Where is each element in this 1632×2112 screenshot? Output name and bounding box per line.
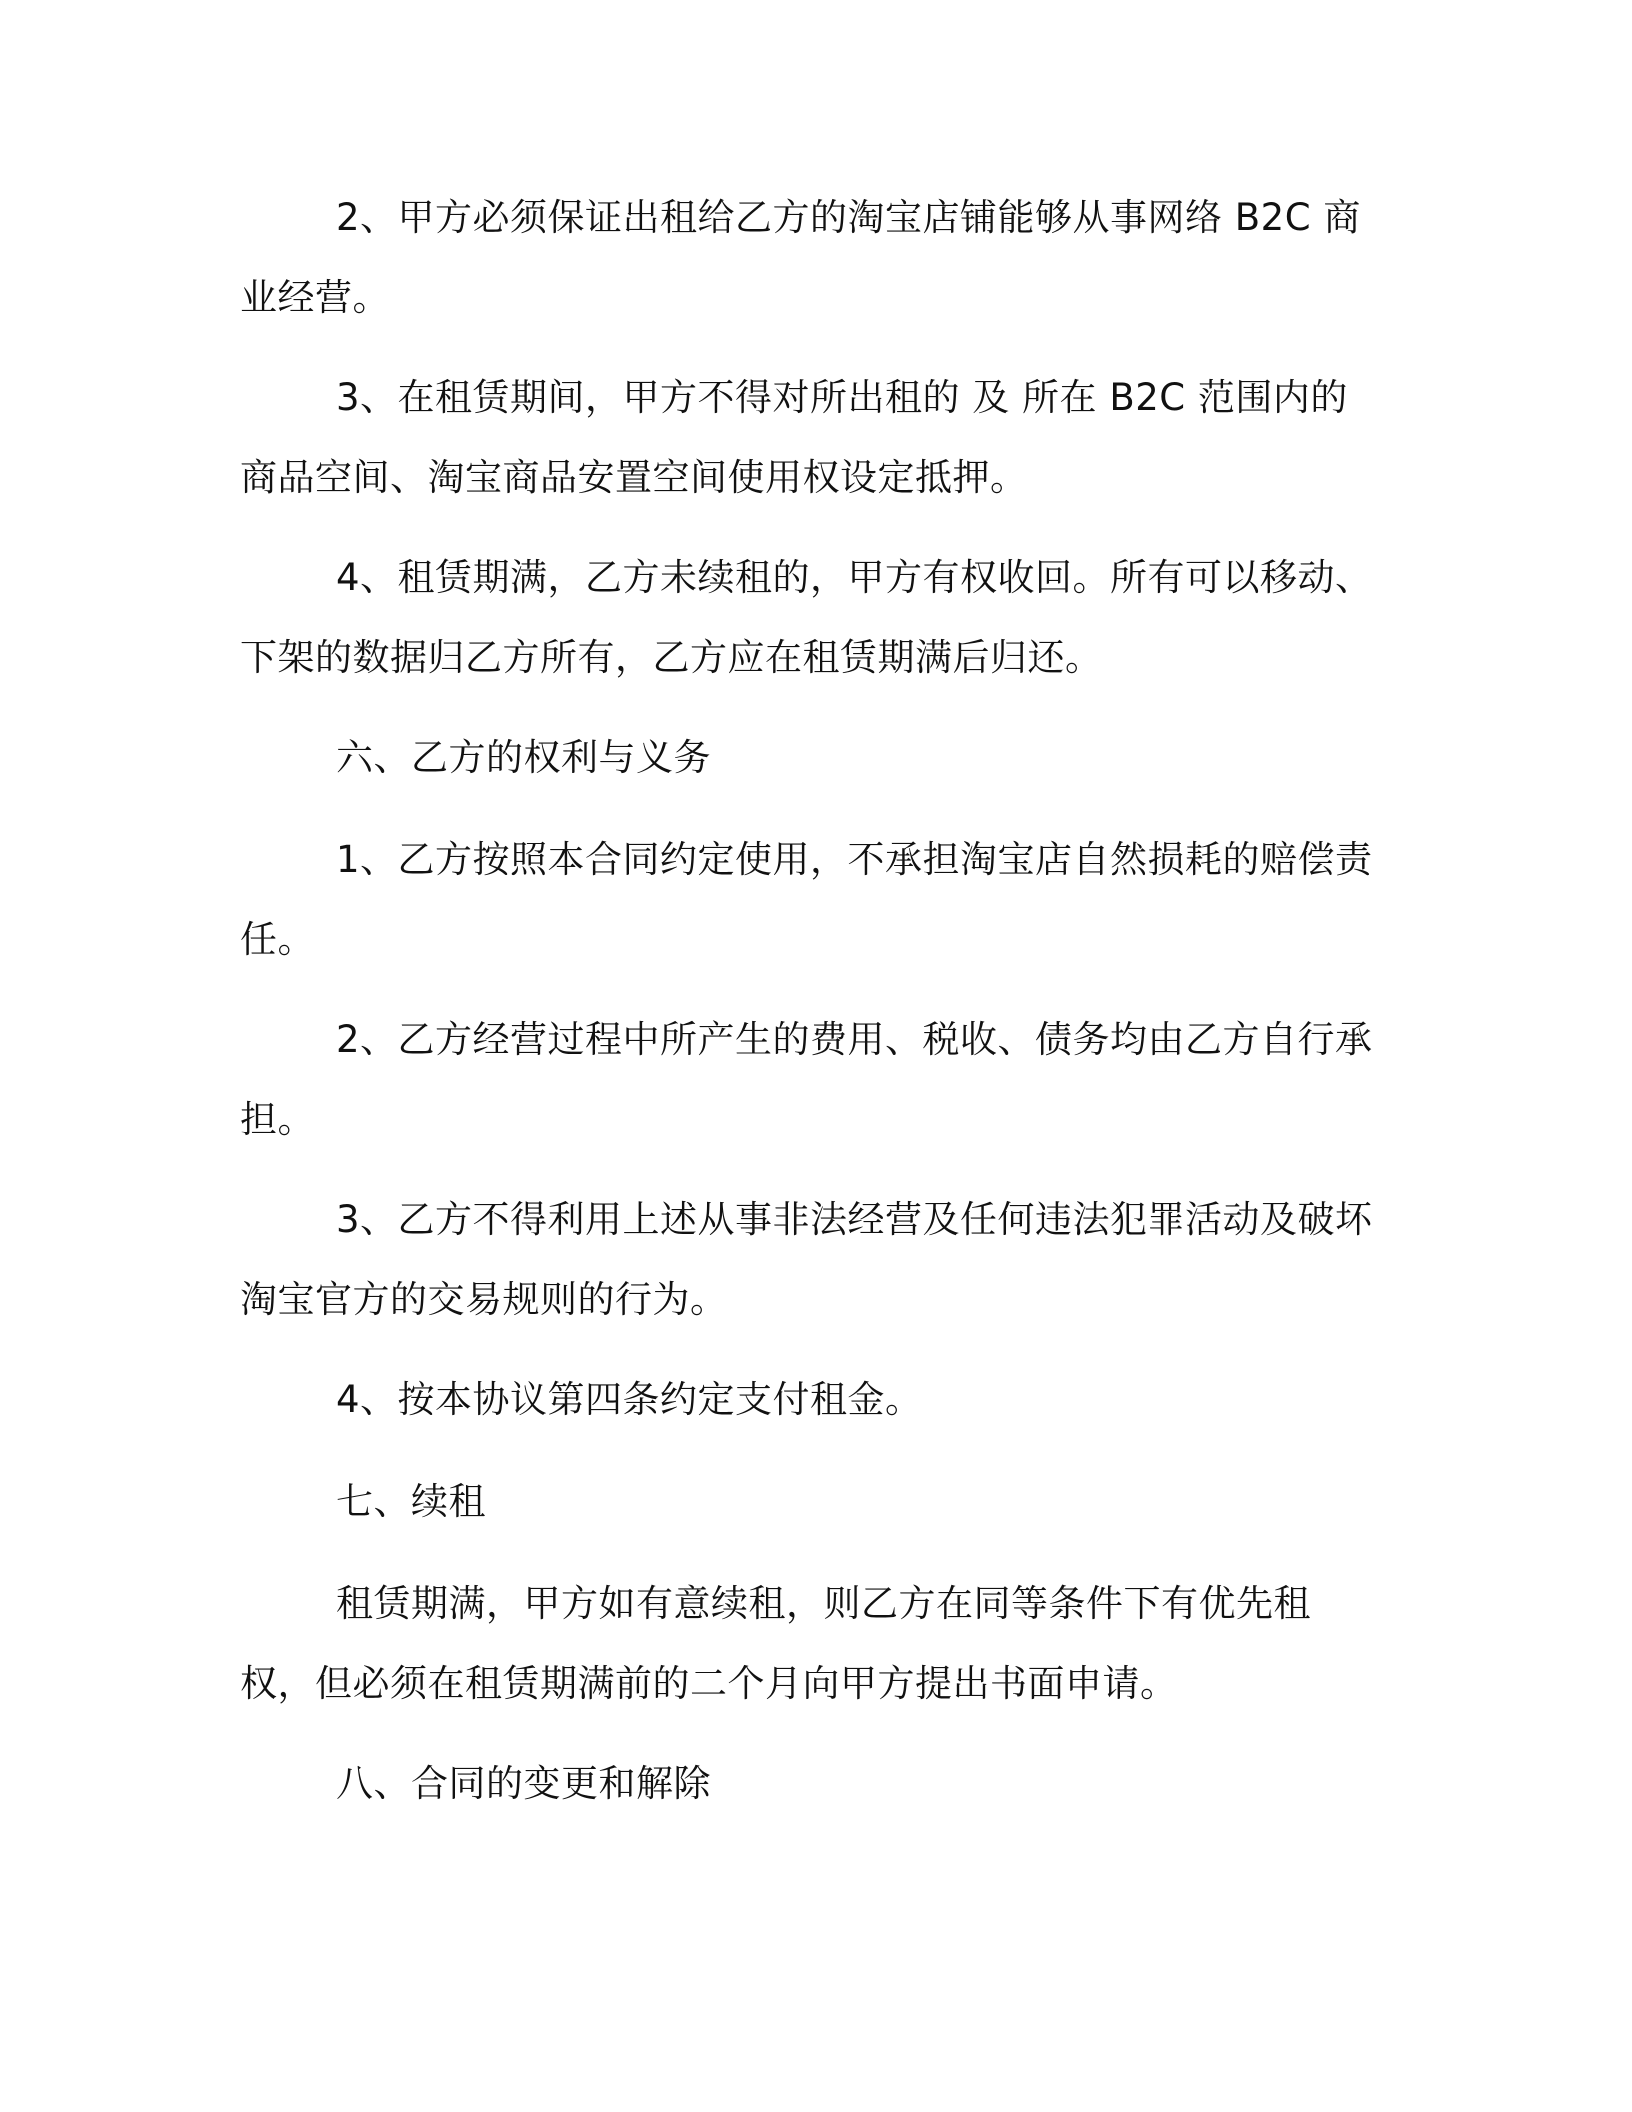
clause-lessee-4: 4、按本协议第四条约定支付租金。 [336, 1378, 923, 1421]
section-heading-eight: 八、合同的变更和解除 [336, 1762, 711, 1805]
clause-lessee-2: 2、乙方经营过程中所产生的费用、税收、债务均由乙方自行承担。 [240, 1018, 1373, 1141]
clause-renewal: 租赁期满，甲方如有意续租，则乙方在同等条件下有优先租权，但必须在租赁期满前的二个月向甲方提出书面申请。 [240, 1582, 1311, 1705]
clause-lessor-4: 4、租赁期满，乙方未续租的，甲方有权收回。所有可以移动、下架的数据归乙方所有，乙方应在租赁期满后归还。 [240, 556, 1373, 679]
clause-lessor-3: 3、在租赁期间，甲方不得对所出租的 及 所在 B2C 范围内的商品空间、淘宝商品安置空间使用权设定抵押。 [240, 376, 1348, 499]
clause-lessee-1: 1、乙方按照本合同约定使用，不承担淘宝店自然损耗的赔偿责任。 [240, 838, 1373, 961]
clause-lessee-3: 3、乙方不得利用上述从事非法经营及任何违法犯罪活动及破坏淘宝官方的交易规则的行为。 [240, 1198, 1373, 1321]
section-heading-six: 六、乙方的权利与义务 [336, 736, 711, 779]
section-heading-seven: 七、续租 [336, 1480, 486, 1523]
clause-lessor-2: 2、甲方必须保证出租给乙方的淘宝店铺能够从事网络 B2C 商业经营。 [240, 196, 1361, 319]
